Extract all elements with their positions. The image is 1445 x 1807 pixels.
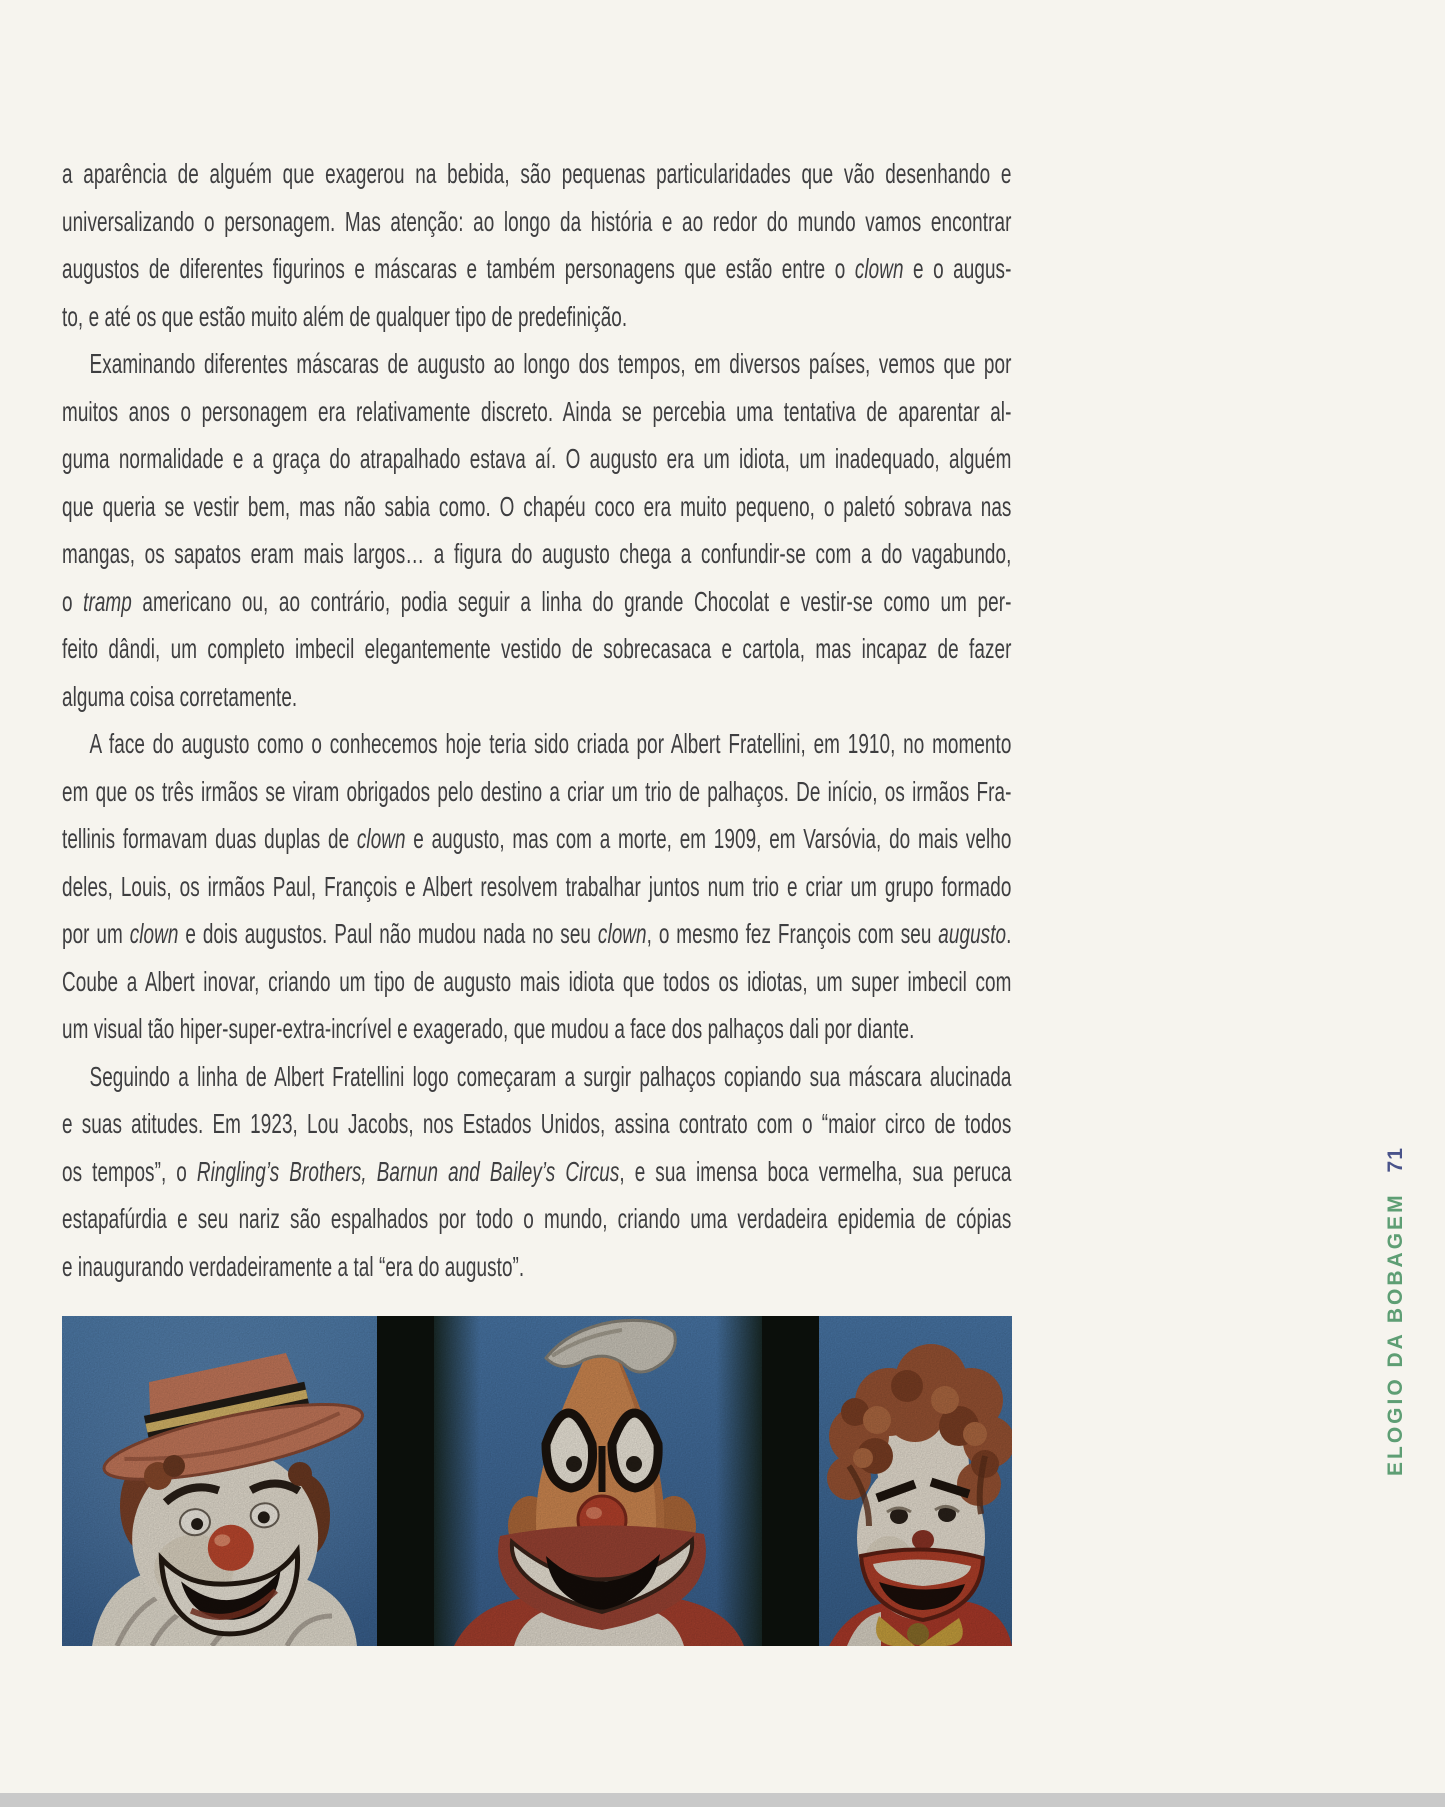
text-line: um visual tão hiper-super-extra-incrível e exagerado, que mudou a face dos palhaços dali por diante.	[62, 1013, 915, 1044]
text-line: universalizando o personagem. Mas atenção: ao longo da história e ao redor do mundo vamos encontrar	[62, 205, 1012, 237]
text-line: Examinando diferentes máscaras de augusto ao longo dos tempos, em diversos países, vemos que por	[89, 348, 1012, 379]
text-line: alguma coisa corretamente.	[62, 680, 298, 712]
text-line: muitos anos o personagem era relativamente discreto. Ainda se percebia uma tentativa de aparentar al-	[62, 395, 1012, 427]
text-line: o tramp americano ou, ao contrário, podia seguir a linha do grande Chocolat e vestir-se como um per-	[62, 585, 1012, 617]
text-line: por um clown e dois augustos. Paul não mudou nada no seu clown, o mesmo fez François com seu augusto.	[62, 918, 1012, 949]
clown-cone-head-photo	[434, 1316, 762, 1646]
text-line: a aparência de alguém que exagerou na bebida, são pequenas particularidades que vão desenhando e	[62, 158, 1012, 189]
text-line: Seguindo a linha de Albert Fratellini logo começaram a surgir palhaços copiando sua máscara alucinada	[89, 1060, 1012, 1092]
text-line: tellinis formavam duas duplas de clown e augusto, mas com a morte, em 1909, em Varsóvia, do mais velho	[62, 823, 1012, 854]
film-divider-bar	[762, 1316, 819, 1646]
scan-edge	[0, 1793, 1445, 1807]
text-line: os tempos”, o Ringling’s Brothers, Barnun and Bailey’s Circus, e sua imensa boca vermelha, sua peruca	[62, 1155, 1012, 1187]
text-line: augustos de diferentes figurinos e máscaras e também personagens que estão entre o clown e o augus-	[62, 253, 1012, 284]
clown-photo-strip	[62, 1316, 1012, 1646]
text-line: e suas atitudes. Em 1923, Lou Jacobs, nos Estados Unidos, assina contrato com o “maior circo de todos	[62, 1108, 1012, 1139]
film-divider-bar	[377, 1316, 434, 1646]
running-title: ELOGIO DA BOBAGEM	[1384, 1192, 1407, 1476]
text-line: Coube a Albert inovar, criando um tipo de augusto mais idiota que todos os idiotas, um super imbecil com	[62, 965, 1012, 997]
text-line: em que os três irmãos se viram obrigados pelo destino a criar um trio de palhaços. De início, os irmãos Fra-	[62, 775, 1012, 807]
text-line: A face do augusto como o conhecemos hoje teria sido criada por Albert Fratellini, em 1910, no momento	[89, 728, 1012, 759]
text-line: mangas, os sapatos eram mais largos… a figura do augusto chega a confundir-se com a do vagabundo,	[62, 538, 1012, 569]
running-header	[1384, 1147, 1412, 1476]
text-line: to, e até os que estão muito além de qualquer tipo de predefinição.	[62, 300, 628, 332]
clown-boater-hat-photo	[62, 1316, 377, 1646]
text-line: feito dândi, um completo imbecil elegantemente vestido de sobrecasaca e cartola, mas incapaz de fazer	[62, 633, 1012, 664]
clown-boater-hat-illustration	[62, 1316, 377, 1646]
body-text	[62, 150, 1011, 1290]
text-line: que queria se vestir bem, mas não sabia como. O chapéu coco era muito pequeno, o paletó sobrava nas	[62, 490, 1012, 522]
text-line: deles, Louis, os irmãos Paul, François e Albert resolvem trabalhar juntos num trio e criar um grupo formado	[62, 870, 1012, 902]
clown-cone-head-illustration	[434, 1316, 762, 1646]
clown-frizzy-hair-illustration	[819, 1316, 1012, 1646]
text-line: estapafúrdia e seu nariz são espalhados por todo o mundo, criando uma verdadeira epidemia de cópias	[62, 1203, 1012, 1234]
clown-frizzy-hair-photo	[819, 1316, 1012, 1646]
page-number: 71	[1384, 1147, 1407, 1173]
text-line: e inaugurando verdadeiramente a tal “era do augusto”.	[62, 1250, 525, 1282]
text-line: guma normalidade e a graça do atrapalhado estava aí. O augusto era um idiota, um inadequado, alguém	[62, 443, 1012, 474]
